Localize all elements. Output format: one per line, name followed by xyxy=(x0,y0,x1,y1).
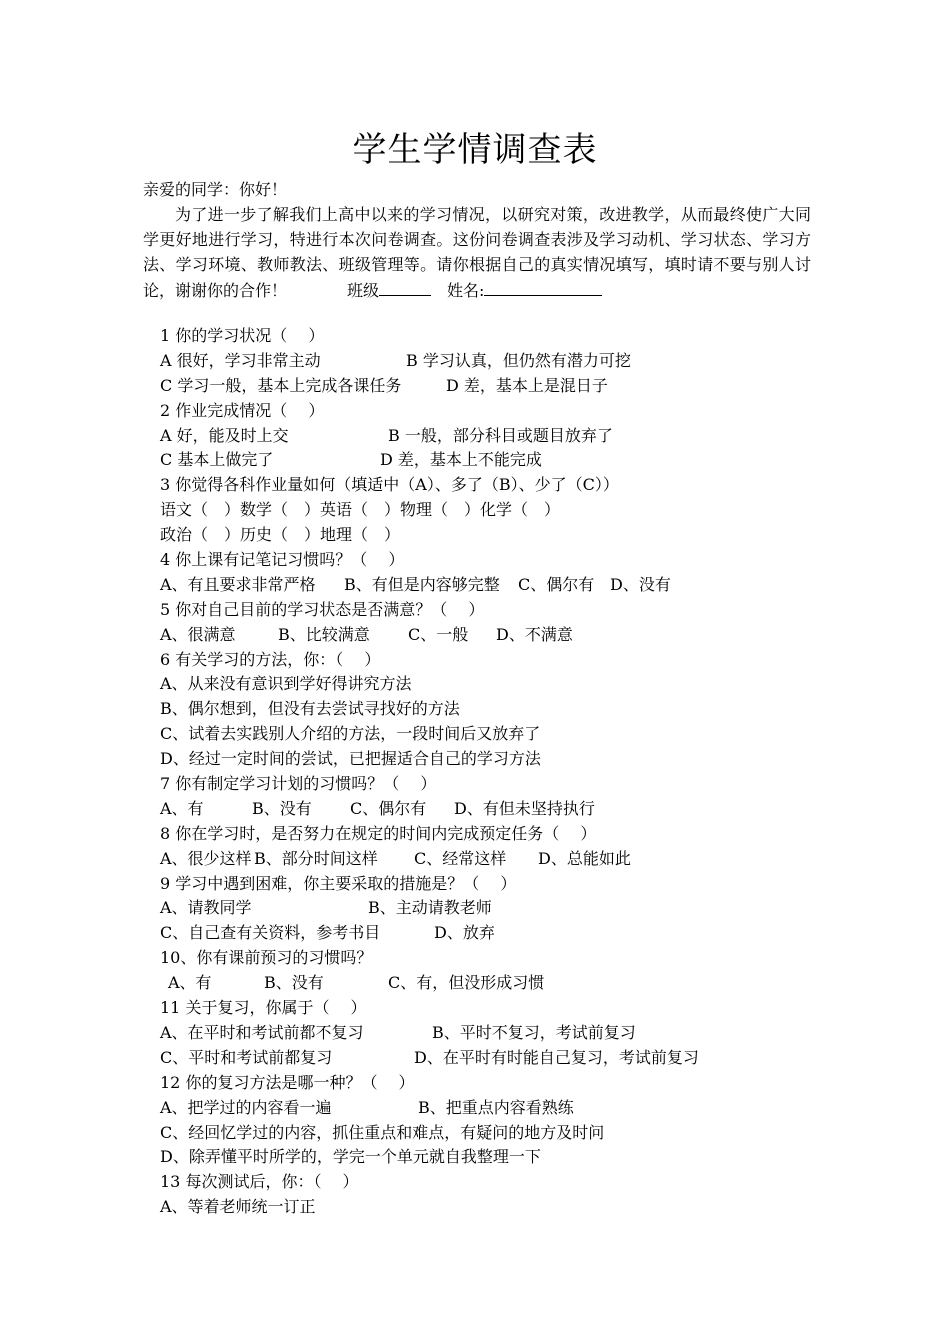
option-text: A、把学过的内容看一遍 xyxy=(160,1097,332,1117)
option-text: D、总能如此 xyxy=(538,848,631,868)
question-line xyxy=(160,424,800,449)
question-text: 4 你上课有记笔记习惯吗？（ ） xyxy=(160,550,405,570)
question-line xyxy=(160,896,800,921)
question-line xyxy=(160,996,800,1021)
page-title: 学生学情调查表 xyxy=(352,130,598,170)
question-line xyxy=(160,822,800,847)
class-blank[interactable] xyxy=(379,277,431,296)
question-line xyxy=(160,747,800,772)
option-text: C、偶尔有 xyxy=(350,798,427,818)
question-line xyxy=(160,921,800,946)
question-text: 7 你有制定学习计划的习惯吗？（ ） xyxy=(160,774,437,794)
question-line xyxy=(160,946,800,971)
option-text: D、经过一定时间的尝试，已把握适合自己的学习方法 xyxy=(160,749,541,769)
option-text: B、平时不复习，考试前复习 xyxy=(432,1022,636,1042)
option-text: B、主动请教老师 xyxy=(368,898,492,918)
question-line xyxy=(160,1145,800,1170)
greeting: 亲爱的同学：你好！ xyxy=(143,180,288,199)
question-line xyxy=(160,697,800,722)
option-text: B、部分时间这样 xyxy=(254,848,378,868)
option-text: A、等着老师统一订正 xyxy=(160,1197,316,1217)
question-text: 9 学习中遇到困难，你主要采取的措施是？（ ） xyxy=(160,873,517,893)
option-text: B、偶尔想到，但没有去尝试寻找好的方法 xyxy=(160,699,460,719)
question-text: 8 你在学习时，是否努力在规定的时间内完成预定任务（ ） xyxy=(160,823,597,843)
option-text: C、一般 xyxy=(408,624,469,644)
name-blank[interactable] xyxy=(484,277,602,296)
question-text: 2 作业完成情况（ ） xyxy=(160,400,325,420)
question-line xyxy=(160,1021,800,1046)
question-line xyxy=(160,374,800,399)
option-text: D 差，基本上是混日子 xyxy=(446,375,608,395)
option-text: B、比较满意 xyxy=(278,624,370,644)
option-text: D、有但未坚持执行 xyxy=(454,798,595,818)
question-text: 6 有关学习的方法，你：（ ） xyxy=(160,649,381,669)
intro-text: 为了进一步了解我们上高中以来的学习情况，以研究对策，改进教学，从而最终使广大同学更好地进行学习，特进行本次问卷调查。这份问卷调查表涉及学习动机、学习状态、学习方法、学习环境、教师教法、班级管理等。请你根据自己的真实情况填写，填时请不要与别人讨论，谢谢你的合作！ xyxy=(143,205,811,300)
option-text: A、在平时和考试前都不复习 xyxy=(160,1022,364,1042)
option-text: D、在平时有时能自己复习，考试前复习 xyxy=(414,1047,699,1067)
question-line xyxy=(160,1121,800,1146)
question-line xyxy=(160,324,800,349)
option-text: C、试着去实践别人介绍的方法，一段时间后又放弃了 xyxy=(160,724,541,744)
question-line xyxy=(160,672,800,697)
question-line xyxy=(160,399,800,424)
question-line xyxy=(160,523,800,548)
question-text: 13 每次测试后，你：（ ） xyxy=(160,1172,359,1192)
option-text: B、没有 xyxy=(252,798,312,818)
question-line xyxy=(160,797,800,822)
option-text: A、很少这样 xyxy=(160,848,252,868)
question-line xyxy=(160,847,800,872)
option-text: D、不满意 xyxy=(496,624,573,644)
option-text: A、从来没有意识到学好得讲究方法 xyxy=(160,674,412,694)
question-text: 1 你的学习状况（ ） xyxy=(160,326,325,345)
option-text: A、有 xyxy=(160,798,204,818)
option-text: D、没有 xyxy=(610,574,671,594)
class-label: 班级 xyxy=(347,281,380,300)
question-line xyxy=(160,1195,800,1220)
question-line xyxy=(160,1170,800,1195)
option-text: C 学习一般，基本上完成各课任务 xyxy=(160,375,402,395)
question-line xyxy=(160,573,800,598)
question-text: 政治（ ）历史（ ）地理（ ） xyxy=(160,525,401,545)
option-text: C、自己查有关资料，参考书目 xyxy=(160,923,381,943)
option-text: B 学习认真，但仍然有潜力可挖 xyxy=(406,350,631,370)
option-text: B、有但是内容够完整 xyxy=(344,574,500,594)
option-text: C 基本上做完了 xyxy=(160,450,274,470)
question-line xyxy=(160,448,800,473)
question-line xyxy=(160,872,800,897)
intro-paragraph xyxy=(143,202,811,303)
question-list xyxy=(160,324,800,1220)
option-text: A 很好，学习非常主动 xyxy=(160,350,321,370)
question-line xyxy=(160,1046,800,1071)
option-text: C、经回忆学过的内容，抓住重点和难点，有疑问的地方及时问 xyxy=(160,1122,605,1142)
question-line xyxy=(160,473,800,498)
option-text: A、有且要求非常严格 xyxy=(160,574,316,594)
option-text: A、很满意 xyxy=(160,624,236,644)
question-line xyxy=(160,772,800,797)
question-line xyxy=(160,548,800,573)
name-label: 姓名: xyxy=(447,281,485,300)
question-text: 11 关于复习，你属于（ ） xyxy=(160,998,367,1018)
question-line xyxy=(160,349,800,374)
question-text: 10、你有课前预习的习惯吗？ xyxy=(160,948,373,968)
question-line xyxy=(160,1071,800,1096)
option-text: B 一般，部分科目或题目放弃了 xyxy=(388,425,613,445)
question-line xyxy=(160,648,800,673)
option-text: B、没有 xyxy=(264,973,324,993)
option-text: C、有，但没形成习惯 xyxy=(388,973,545,993)
option-text: A、有 xyxy=(168,973,212,993)
question-line xyxy=(160,971,800,996)
question-text: 12 你的复习方法是哪一种？（ ） xyxy=(160,1072,415,1092)
option-text: C、偶尔有 xyxy=(518,574,595,594)
option-text: B、把重点内容看熟练 xyxy=(418,1097,574,1117)
question-text: 3 你觉得各科作业量如何（填适中（A）、多了（B）、少了（C）） xyxy=(160,475,619,495)
option-text: C、平时和考试前都复习 xyxy=(160,1047,333,1067)
option-text: D、除弄懂平时所学的，学完一个单元就自我整理一下 xyxy=(160,1147,541,1167)
option-text: C、经常这样 xyxy=(414,848,507,868)
option-text: A、请教同学 xyxy=(160,898,252,918)
question-text: 语文（ ）数学（ ）英语（ ）物理（ ）化学（ ） xyxy=(160,500,561,520)
question-line xyxy=(160,598,800,623)
question-line xyxy=(160,623,800,648)
option-text: A 好，能及时上交 xyxy=(160,425,289,445)
question-line xyxy=(160,722,800,747)
option-text: D、放弃 xyxy=(434,923,495,943)
question-text: 5 你对自己目前的学习状态是否满意？（ ） xyxy=(160,599,485,619)
question-line xyxy=(160,1096,800,1121)
option-text: D 差，基本上不能完成 xyxy=(380,450,542,470)
question-line xyxy=(160,498,800,523)
